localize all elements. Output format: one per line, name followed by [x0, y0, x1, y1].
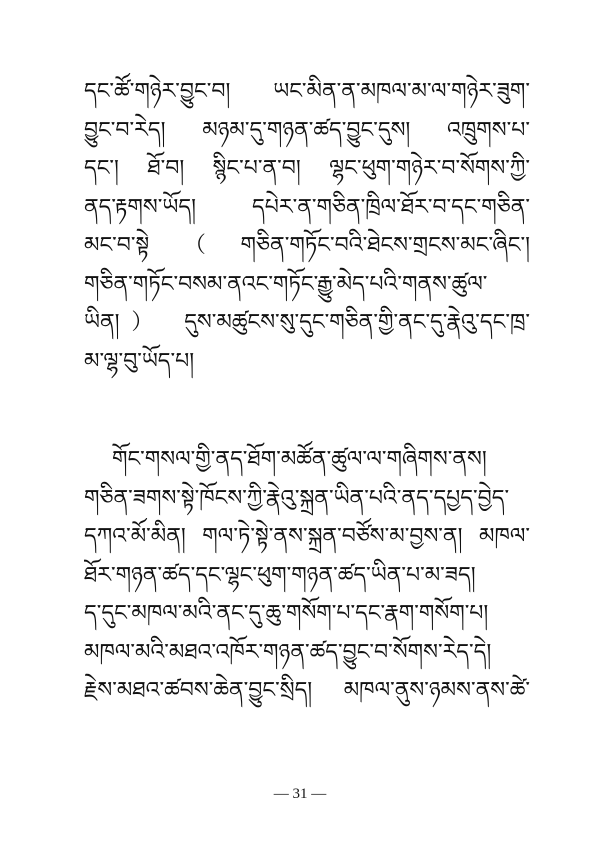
- page-number: — 31 —: [273, 786, 327, 802]
- paragraph-2: [84, 441, 530, 711]
- text-line: མ་ལྷ་བུ་ཡོད་པ།: [84, 348, 195, 374]
- text-line: ཐོར་གཉན་ཚད་དང་ལྷང་ཕུག་གཉན་ཚད་ཡིན་པ་མ་ཟད།: [84, 562, 476, 588]
- text-line: དང་། ཐོ་བ། སྙིང་པ་ན་བ། ལྷང་ཕུག་གཉེར་བ་སོགས་ཀྱི་: [84, 156, 530, 181]
- text-line: ད་དུང་མཁལ་མའི་ནང་དུ་ཆུ་གསོག་པ་དང་རྣག་གསོག་པ།: [84, 601, 489, 626]
- text-line: ཡིན།） དུས་མཚུངས་སུ་དུང་གཅིན་གྱི་ནང་དུ་རྣེའུ་དང་ཁྲ་: [84, 310, 530, 335]
- text-line: མཁལ་མའི་མཐའ་འཁོར་གཉན་ཚད་བྱུང་བ་སོགས་རེད་དེ།: [84, 639, 492, 665]
- text-line: རྗེས་མཐའ་ཚབས་ཆེན་བྱུང་སྲིད། མཁལ་ནུས་ཉམས་ནས་ཚེ་: [84, 678, 530, 703]
- text-line: ནད་རྟགས་ཡོད། དཔེར་ན་གཅིན་ཁྲིལ་ཐོར་བ་དང་གཅིན་: [84, 194, 530, 220]
- text-line: གོང་གསལ་གྱི་ནད་ཐོག་མཚོན་ཚུལ་ལ་གཞིགས་ནས།: [112, 447, 487, 472]
- text-line: གཅིན་ཟགས་སྟེ་ཁོངས་ཀྱི་རྣེའུ་སྐྲན་ཡིན་པའི་ནད་དཔྱད་བྱེད་: [84, 485, 510, 511]
- paragraph-1: [84, 73, 530, 381]
- text-line: དང་ཚོ་གཉེར་བྱུང་བ། ཡང་མིན་ན་མཁལ་མ་ལ་གཉེར་ཟུག་: [84, 79, 530, 104]
- text-line: མང་བ་སྟེ（གཅིན་གཏོང་བའི་ཐེངས་གྲངས་མང་ཞིང་།: [84, 233, 530, 258]
- text-line: དཀའ་མོ་མིན། གལ་ཏེ་སྟེ་ནས་སྐྲན་བཙོས་མ་བྱས་ན། མཁལ་: [84, 524, 530, 549]
- text-line: གཅིན་གཏོང་བསམ་ནའང་གཏོང་རྒྱུ་མེད་པའི་གནས་ཚུལ་: [84, 271, 488, 297]
- text-line: བྱུང་བ་རེད། མཉམ་དུ་གཉན་ཚད་བྱུང་དུས། འཁྲུགས་པ་: [84, 117, 530, 143]
